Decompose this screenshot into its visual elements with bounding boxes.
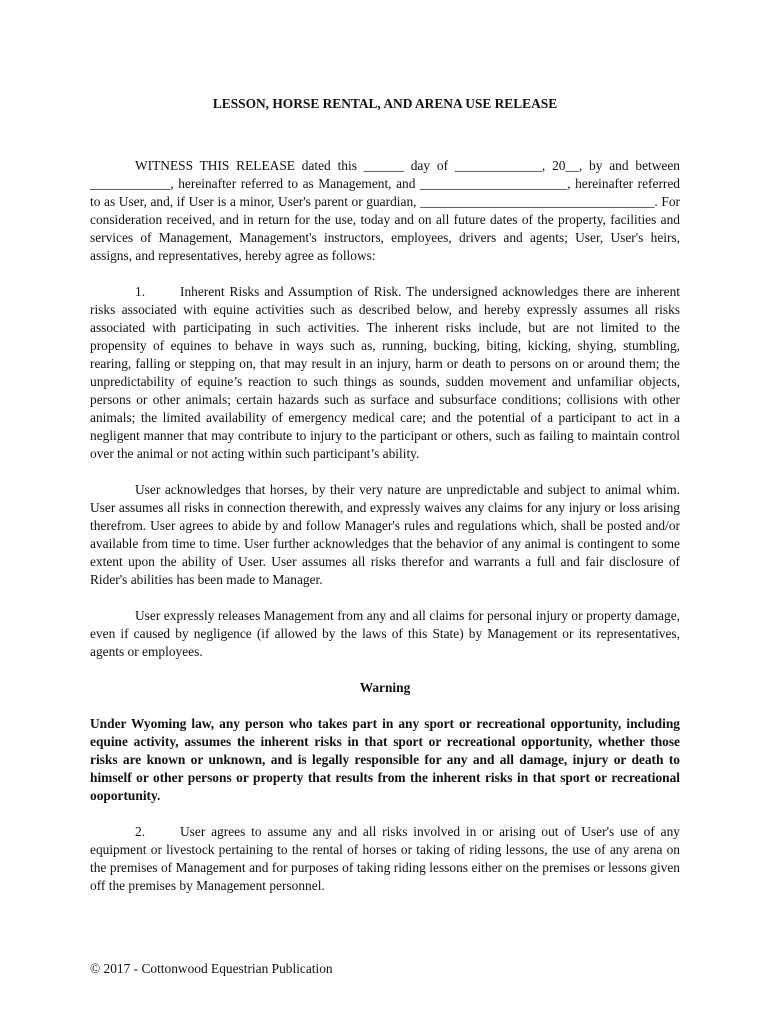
- section-2-number: 2.: [135, 824, 146, 839]
- intro-paragraph: WITNESS THIS RELEASE dated this ______ day of _____________, 20__, by and between ____________, hereinafter referred to as Management, and ______________________, hereinafter referred to as User, and, if User is a minor, User's parent or guardian, ___________________________________. For consideration received, and in return for the use, today and on all future dates of the property, facilities and services of Management, Management's instructors, employees, drivers and agents; User, User's heirs, assigns, and representatives, hereby agree as follows:: [90, 158, 680, 263]
- section-2-paragraph: [90, 823, 680, 895]
- section-1-text: Inherent Risks and Assumption of Risk. The undersigned acknowledges there are inherent risks associated with equine activities such as described below, and hereby expressly assumes all risks associated with participating in such activities. The inherent risks include, but are not limited to the propensity of equines to behave in ways such as, running, bucking, biting, kicking, shying, stumbling, rearing, falling or stepping on, that may result in an injury, harm or death to persons on or around them; the unpredictability of equine’s reaction to such things as sounds, sudden movement and unfamiliar objects, persons or other animals; certain hazards such as surface and subsurface conditions; collisions with other animals; the limited availability of emergency medical care; and the potential of a participant to act in a negligent manner that may contribute to injury to the participant or others, such as failing to maintain control over the animal or not acting within such participant’s ability.: [90, 284, 680, 461]
- acknowledgement-paragraph: User acknowledges that horses, by their very nature are unpredictable and subject to animal whim. User assumes all risks in connection therewith, and expressly waives any claims for any injury or loss arising therefrom. User agrees to abide by and follow Manager's rules and regulations which, shall be posted and/or available from time to time. User further acknowledges that the behavior of any animal is contingent to some extent upon the ability of User. User assumes all risks therefor and warrants a full and fair disclosure of Rider's abilities has been made to Manager.: [90, 482, 680, 587]
- document-title: LESSON, HORSE RENTAL, AND ARENA USE RELEASE: [212, 96, 558, 111]
- warning-heading: Warning: [359, 680, 411, 695]
- copyright-footer: © 2017 - Cottonwood Equestrian Publication: [90, 961, 333, 976]
- section-1-number: 1.: [135, 284, 146, 299]
- release-paragraph: User expressly releases Management from any and all claims for personal injury or property damage, even if caused by negligence (if allowed by the laws of this State) by Management or its representatives, agents or employees.: [90, 608, 680, 659]
- document-body: [90, 95, 680, 913]
- section-2-text: User agrees to assume any and all risks involved in or arising out of User's use of any equipment or livestock pertaining to the rental of horses or taking of riding lessons, the use of any arena on the premises of Management and for purposes of taking riding lessons either on the premises or lessons given off the premises by Management personnel.: [90, 824, 680, 893]
- warning-text: Under Wyoming law, any person who takes part in any sport or recreational opportunity, including equine activity, assumes the inherent risks in that sport or recreational opportunity, whether those risks are known or unknown, and is legally responsible for any and all damage, injury or death to himself or other persons or property that results from the inherent risks in that sport or recreational ooportunity.: [90, 716, 680, 803]
- section-1-paragraph: [90, 283, 680, 463]
